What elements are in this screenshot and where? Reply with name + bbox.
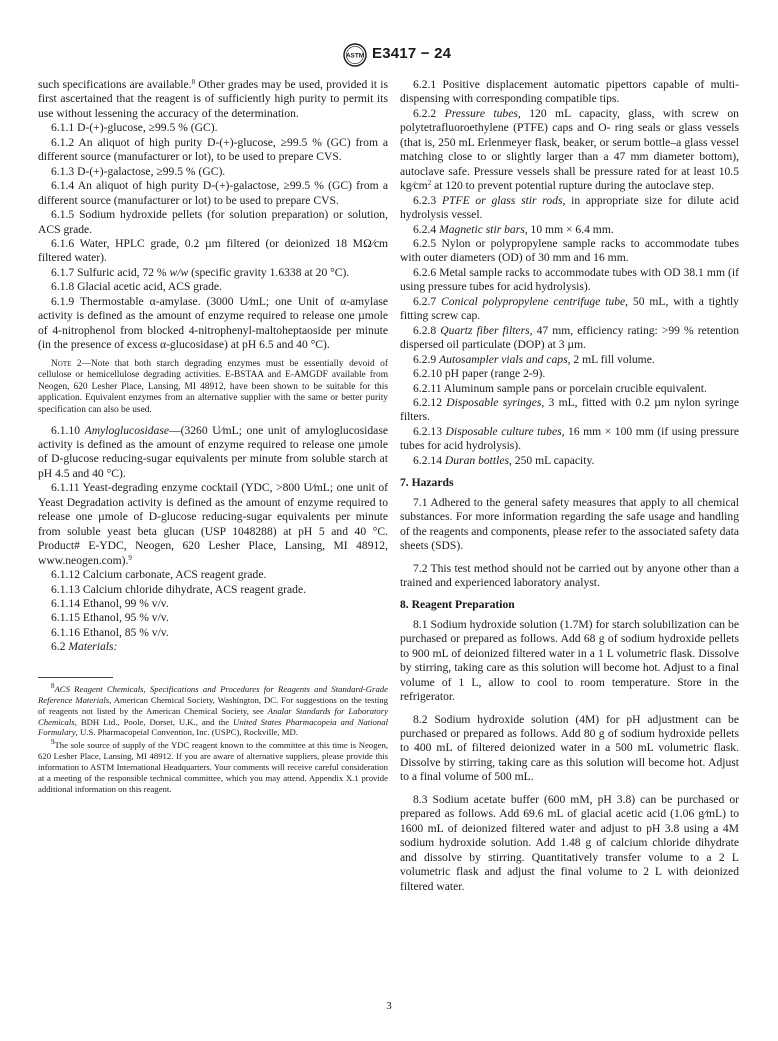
section-6-1-16: 6.1.16 Ethanol, 85 % v/v. [51, 625, 169, 639]
left-column [38, 78, 388, 797]
section-6-1-10: 6.1.10 Amyloglucosidase—(3260 U⁄mL; one unit of amyloglucosidase activity is defined as the amount of enzyme required to release one µmole of D-glucose reducing-sugar equivalents per minute from soluble starch at pH 4.5 and 40 °C). [38, 423, 388, 480]
footnote-divider [38, 677, 113, 678]
section-6-1-11: 6.1.11 Yeast-degrading enzyme cocktail (YDC, >800 U⁄mL; one unit of Yeast Degradation activity is defined as the amount of enzyme required to release one µmole of D-glucose reducing-sugar equivalents per minute from soluble yeast beta glucan (USP 1048288) at pH 5 and 40 °C. Product# E-YDC, Neogen, 620 Lesher Place, Lansing, MI 48912, www.neogen.com).$^9$ [38, 481, 388, 567]
section-6-2-10: 6.2.10 pH paper (range 2-9). [413, 367, 546, 381]
section-6-2-7: 6.2.7 Conical polypropylene centrifuge tube, 50 mL, with a tightly fitting screw cap. [400, 294, 739, 323]
page-header [0, 43, 778, 67]
section-6-1-9: 6.1.9 Thermostable α-amylase. (3000 U⁄mL; one Unit of α-amylase activity is defined as the amount of enzyme required to release one µmole of 4-nitrophenol from blocked 4-nitrophenyl-maltoheptaoside per minute (in the presence of excess α-glucosidase) at pH 6.5 and 40 °C). [38, 294, 388, 352]
astm-logo-icon [343, 43, 367, 67]
section-6-2-1: 6.2.1 Positive displacement automatic pipettors capable of multi-dispensing with corresponding compatible tips. [400, 78, 739, 106]
footnote-9: $^9$The sole source of supply of the YDC reagent known to the committee at this time is Neogen, 620 Lesher Place, Lansing, MI 48912. If you are aware of alternative suppliers, please provide this information to ASTM International Headquarters. Your comments will receive careful consideration at a meeting of the responsible technical committee, which you may attend. Appendix X.1 provide additional information on this reagent. [38, 738, 388, 794]
note-2: Note 2—Note that both starch degrading enzymes must be essentially devoid of cellulose or hemicellulose degrading activities. E-BSTAA and E-AMGDF available from Neogen, 620 Lesher Place, Lansing, MI 48912, have been shown to be suitable for this application. Equivalent enzymes from an alternative supplier with the same or better purity specification can also be used. [38, 358, 388, 415]
section-6-2-4: 6.2.4 Magnetic stir bars, 10 mm × 6.4 mm. [413, 222, 614, 236]
section-6-2: 6.2 Materials: [51, 640, 118, 654]
svg-text:ASTM: ASTM [345, 52, 365, 60]
section-6-1-15: 6.1.15 Ethanol, 95 % v/v. [51, 611, 169, 625]
section-6-2-3: 6.2.3 PTFE or glass stir rods, in appropriate size for dilute acid hydrolysis vessel. [400, 193, 739, 222]
section-6-1-6: 6.1.6 Water, HPLC grade, 0.2 µm filtered (or deionized 18 MΩ⁄cm filtered water). [38, 236, 388, 265]
section-8-2: 8.2 Sodium hydroxide solution (4M) for pH adjustment can be purchased or prepared as follows. Add 80 g of sodium hydroxide pellets to 400 mL of filtered deionized water in a 500 mL volumetric flask. Dissolve by stirring, taking care as this solution will become hot. Adjust to a final volume of 500 mL. [400, 712, 739, 784]
section-6-1-12: 6.1.12 Calcium carbonate, ACS reagent grade. [51, 568, 267, 582]
section-7-2: 7.2 This test method should not be carried out by anyone other than a trained and experienced laboratory analyst. [400, 561, 739, 589]
section-6-1-3: 6.1.3 D-(+)-galactose, ≥99.5 % (GC). [51, 164, 226, 178]
section-6-1-2: 6.1.2 An aliquot of high purity D-(+)-glucose, ≥99.5 % (GC) from a different source (manufacturer or lot), to be used to prepare CVS. [38, 135, 388, 164]
section-6-1-4: 6.1.4 An aliquot of high purity D-(+)-galactose, ≥99.5 % (GC) from a different source (manufacturer or lot) to be used to prepare CVS. [38, 179, 388, 207]
section-6-2-13: 6.2.13 Disposable culture tubes, 16 mm × 100 mm (if using pressure tubes for acid hydrolysis). [400, 424, 739, 453]
section-6-1-14: 6.1.14 Ethanol, 99 % v/v. [51, 597, 169, 611]
section-6-1-1: 6.1.1 D-(+)-glucose, ≥99.5 % (GC). [51, 121, 218, 135]
section-6-2-12: 6.2.12 Disposable syringes, 3 mL, fitted with 0.2 µm nylon syringe filters. [400, 395, 739, 424]
section-6-2-14: 6.2.14 Duran bottles, 250 mL capacity. [413, 453, 595, 467]
section-6-2-6: 6.2.6 Metal sample racks to accommodate tubes with OD 38.1 mm (if using pressure tubes for acid hydrolysis). [400, 265, 739, 294]
paragraph: such specifications are available.$^8$ Other grades may be used, provided it is first ascertained that the reagent is of sufficiently high purity to permit its use without lessening the accuracy of the determination. [38, 78, 388, 120]
footnote-ref-8[interactable]: 8 [191, 78, 196, 86]
section-7-1: 7.1 Adhered to the general safety measures that apply to all chemical substances. For more information regarding the safe usage and handling of the reagents and components, please refer to the associated safety data sheets (SDS). [400, 495, 739, 553]
section-6-2-8: 6.2.8 Quartz fiber filters, 47 mm, efficiency rating: >99 % retention dispersed oil particulate (DOP) at 3 µm. [400, 323, 740, 352]
right-column [400, 78, 739, 894]
section-6-2-11: 6.2.11 Aluminum sample pans or porcelain crucible equivalent. [413, 381, 707, 395]
section-6-2-2: 6.2.2 Pressure tubes, 120 mL capacity, glass, with screw on polytetrafluoroethylene (PTFE) caps and O- ring seals or glass vessels (that is, 250 mL Erlenmeyer flask, beaker, or serum bottle–a glass vessel matching close to or slightly larger than a 47 mm diameter bottom), autoclave safe. Pressure vessels shall be pressure rated for at least 10.5 $kg⁄cm^2$ at 120 to prevent potential rupture during the autoclave step. [400, 106, 739, 193]
footnote-8: $^8$ACS Reagent Chemicals, Specifications and Procedures for Reagents and Standard-Grade Reference Materials, American Chemical Society, Washington, DC. For suggestions on the testing of reagents not listed by the American Chemical Society, see Analar Standards for Laboratory Chemicals, BDH Ltd., Poole, Dorset, U.K., and the United States Pharmacopeia and National Formulary, U.S. Pharmacopeial Convention, Inc. (USPC), Rockville, MD. [38, 681, 388, 738]
page-number: 3 [386, 1000, 392, 1012]
section-6-1-5: 6.1.5 Sodium hydroxide pellets (for solution preparation) or solution, ACS grade. [38, 208, 388, 236]
section-8-1: 8.1 Sodium hydroxide solution (1.7M) for starch solubilization can be purchased or prepared as follows. Add 68 g of sodium hydroxide pellets to 900 mL of deionized filtered water in a 1 L volumetric flask. Dissolve by stirring, taking care as this solution will become hot. Adjust to a final volume of 1 L, allow to cool to room temperature. Store in the refrigerator. [400, 617, 739, 704]
standard-designation: E3417 − 24 [372, 45, 452, 62]
section-6-2-5: 6.2.5 Nylon or polypropylene sample racks to accommodate tubes with outer diameters (OD) of 30 mm and 16 mm. [400, 236, 739, 265]
section-6-1-8: 6.1.8 Glacial acetic acid, ACS grade. [51, 280, 222, 294]
section-6-1-7: 6.1.7 Sulfuric acid, 72 % w/w (specific gravity 1.6338 at 20 °C). [51, 265, 350, 279]
footnote-ref-9[interactable]: 9 [128, 553, 132, 562]
section-6-2-9: 6.2.9 Autosampler vials and caps, 2 mL fill volume. [413, 352, 655, 366]
section-8-3: 8.3 Sodium acetate buffer (600 mM, pH 3.8) can be purchased or prepared as follows. Add 69.6 mL of glacial acetic acid (1.06 g⁄mL) to 1600 mL of deionized filtered water and adjust to pH 3.8 using a 4M sodium hydroxide solution. Add 1.48 g of calcium chloride dihydrate and dissolve by stirring. Quantitatively transfer volume to a 2 L volumetric flask and adjust the final volume to 2 L with deionized filtered water. [400, 792, 739, 893]
heading-hazards: 7. Hazards [400, 476, 454, 490]
section-6-1-13: 6.1.13 Calcium chloride dihydrate, ACS reagent grade. [51, 582, 306, 596]
heading-reagent-preparation: 8. Reagent Preparation [400, 598, 515, 612]
